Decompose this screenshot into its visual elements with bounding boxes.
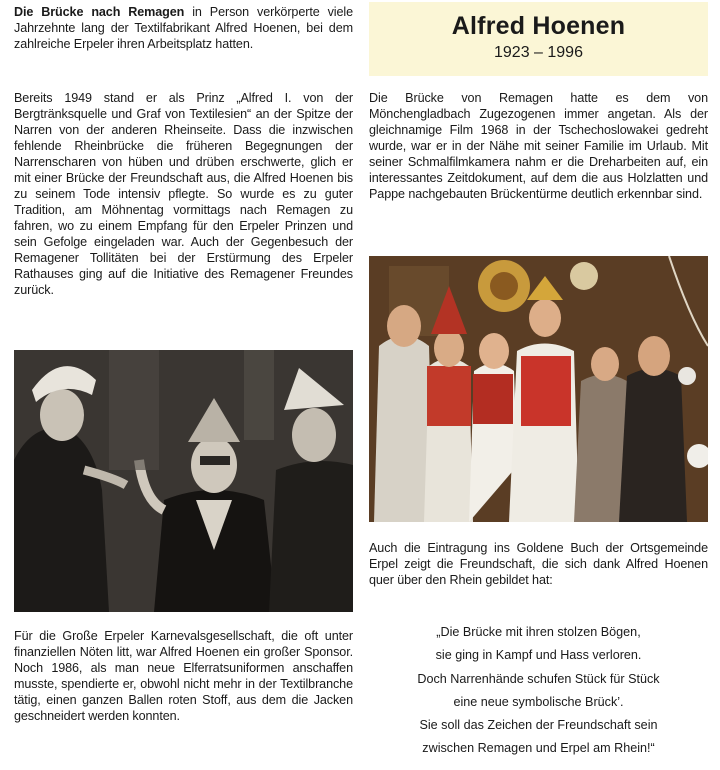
poem-line: sie ging in Kampf und Hass verloren. <box>435 648 642 663</box>
prince-paragraph: Bereits 1949 stand er als Prinz „Alfred I. von der Bergtränksquelle und Graf von Textilesien“ an der Spitze der Narren von der anderen Rheinseite. Dass die inzwischen fehlende Rheinbrücke die früheren Begegnungen der Narrenscharen von hüben und drüben erschwerte, glich er mit einer Brücke der Freundschaft aus, die Alfred Hoenen bis zu seinem Tode intensiv pflegte. So wurde es zu guter Tradition, am Möhnentag vormittags nach Remagen zu fahren, wo zu einem Empfang für den Erpeler Prinzen und sein Gefolge eingeladen war. Auch der Gegenbesuch der Remagener Tollitäten bei der Erstürmung des Erpeler Rathauses ging auf die Initiative des Remagener Freundes zurück. <box>14 91 353 297</box>
poem-line: Doch Narrenhände schufen Stück für Stück <box>417 671 660 686</box>
poem-line: eine neue symbolische Brück’. <box>453 694 624 709</box>
photo-carnival-color <box>369 256 708 522</box>
page-title: Alfred Hoenen <box>451 12 626 40</box>
photo-carnival-bw <box>14 350 353 612</box>
sponsor-paragraph: Für die Große Erpeler Karnevalsgesellschaft, die oft unter finanziellen Nöten litt, war Alfred Hoenen ein großer Sponsor. Noch 1986, als man neue Elferratsuniformen anschaffen musste, spendierte er, obwohl nicht mehr in der Textilbranche tätig, einen ganzen Ballen roten Stoff, aus dem die Jacken geschneidert werden konnten. <box>14 629 353 723</box>
title-box <box>369 2 708 76</box>
film-paragraph: Die Brücke von Remagen hatte es dem von Mönchengladbach Zugezogenen immer angetan. Als der gleichnamige Film 1968 in der Tschechoslowakei gedreht wurde, war er in der Nähe mit seiner Familie im Urlaub. Mit seiner Schmalfilmkamera nahm er die Dreharbeiten auf, ein interessantes Zeitdokument, auf dem die aus Holzlatten und Pappe nachgebauten Brückentürme deutlich erkennbar sind. <box>369 91 708 201</box>
intro-text: in Person verkörperte viele Jahrzehnte lang der Textilfabrikant Alfred Hoenen, bei dem zahlreiche Erpeler ihren Arbeitsplatz hatten. <box>14 5 353 51</box>
poem-line: zwischen Remagen und Erpel am Rhein!“ <box>422 741 655 756</box>
poem <box>369 621 708 761</box>
life-years: 1923 – 1996 <box>494 44 583 61</box>
intro-paragraph <box>14 4 353 52</box>
intro-lead: Die Brücke nach Remagen <box>14 5 185 19</box>
golden-book-paragraph: Auch die Eintragung ins Goldene Buch der Ortsgemeinde Erpel zeigt die Freundschaft, die sich dank Alfred Hoenen quer über den Rhein gebildet hat: <box>369 541 708 587</box>
poem-line: „Die Brücke mit ihren stolzen Bögen, <box>436 625 641 639</box>
poem-line: Sie soll das Zeichen der Freundschaft sein <box>419 718 658 733</box>
